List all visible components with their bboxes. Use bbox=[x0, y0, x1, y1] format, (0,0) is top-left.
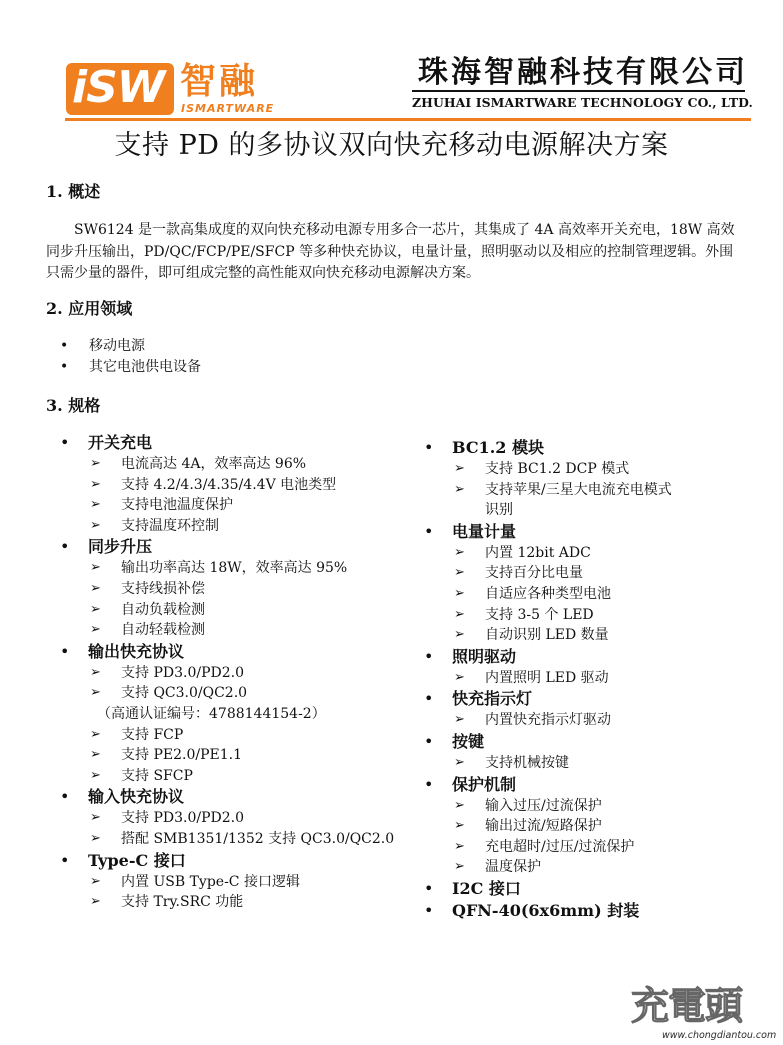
arrow-bullet-icon: ➢ bbox=[454, 461, 465, 476]
bullet-icon: • bbox=[424, 731, 434, 751]
bullet-icon: • bbox=[424, 900, 434, 920]
certification-note: （高通认证编号：4788144154-2） bbox=[97, 705, 326, 722]
spec-group-protection: • 保护机制 ➢ 输入过压/过流保护 ➢ 输出过流/短路保护 ➢ 充电超时/过压/过流保护 ➢ 温度保护 bbox=[424, 774, 672, 878]
arrow-bullet-icon: ➢ bbox=[90, 894, 101, 910]
arrow-bullet-icon: ➢ bbox=[90, 476, 101, 492]
bullet-icon: • bbox=[424, 878, 434, 898]
spec-title: QFN-40(6x6mm) 封装 bbox=[452, 900, 640, 920]
bullet-icon: • bbox=[424, 774, 434, 794]
arrow-bullet-icon: ➢ bbox=[90, 560, 101, 576]
spec-title: 输入快充协议 bbox=[88, 787, 185, 807]
specs-right-column bbox=[424, 437, 672, 922]
overview-heading: 1. 概述 bbox=[46, 182, 101, 201]
spec-group-lighting: • 照明驱动 ➢ 内置照明 LED 驱动 bbox=[424, 646, 672, 689]
spec-title: 开关充电 bbox=[88, 433, 153, 452]
spec-title: 同步升压 bbox=[88, 537, 153, 557]
spec-group-i2c bbox=[424, 878, 672, 900]
spec-group-bc12: • BC1.2 模块 ➢ 支持 BC1.2 DCP 模式 ➢ 支持苹果/三星大电流充电模式 识别 bbox=[424, 437, 672, 521]
bullet-icon: • bbox=[424, 646, 434, 666]
arrow-bullet-icon: ➢ bbox=[454, 585, 465, 601]
spec-title: 照明驱动 bbox=[452, 646, 517, 666]
bullet-icon: • bbox=[60, 641, 70, 661]
arrow-bullet-icon: ➢ bbox=[90, 873, 101, 889]
arrow-bullet-icon: ➢ bbox=[90, 601, 101, 617]
arrow-bullet-icon: ➢ bbox=[454, 818, 465, 834]
arrow-bullet-icon: ➢ bbox=[90, 517, 101, 533]
bullet-icon: • bbox=[60, 787, 70, 807]
spec-group-output-protocols: • 输出快充协议 ➢ 支持 PD3.0/PD2.0 ➢ 支持 QC3.0/QC2.0 （高通认证编号：4788144154-2） ➢ 支持 FCP ➢ 支持 PE2.0/PE1.1 ➢ 支持 SFCP bbox=[60, 641, 394, 787]
bullet-icon: • bbox=[60, 338, 69, 354]
spec-group-button: • 按键 ➢ 支持机械按键 bbox=[424, 731, 672, 774]
continuation-line: 识别 bbox=[485, 502, 513, 519]
specs-heading: 3. 规格 bbox=[46, 396, 101, 415]
arrow-bullet-icon: ➢ bbox=[454, 565, 465, 581]
bullet-icon: • bbox=[424, 521, 434, 541]
application-item: • 移动电源 bbox=[60, 338, 145, 354]
spec-group-indicator: • 快充指示灯 ➢ 内置快充指示灯驱动 bbox=[424, 688, 672, 731]
company-name-en: ZHUHAI ISMARTWARE TECHNOLOGY CO., LTD. bbox=[412, 95, 753, 110]
arrow-bullet-icon: ➢ bbox=[90, 767, 101, 783]
arrow-bullet-icon: ➢ bbox=[454, 712, 465, 728]
arrow-bullet-icon: ➢ bbox=[454, 797, 465, 813]
spec-title: Type-C 接口 bbox=[88, 850, 186, 870]
arrow-bullet-icon: ➢ bbox=[454, 754, 465, 770]
company-underline bbox=[412, 90, 745, 92]
spec-group-input-protocols: • 输入快充协议 ➢ 支持 PD3.0/PD2.0 ➢ 搭配 SMB1351/1352 支持 QC3.0/QC2.0 bbox=[60, 786, 394, 849]
arrow-bullet-icon: ➢ bbox=[454, 838, 465, 854]
arrow-bullet-icon: ➢ bbox=[90, 685, 101, 701]
spec-title: 按键 bbox=[452, 731, 485, 751]
spec-title: 电量计量 bbox=[452, 521, 517, 541]
arrow-bullet-icon: ➢ bbox=[454, 627, 465, 643]
bullet-icon: • bbox=[424, 438, 434, 457]
arrow-bullet-icon: ➢ bbox=[90, 810, 101, 826]
arrow-bullet-icon: ➢ bbox=[90, 580, 101, 596]
arrow-bullet-icon: ➢ bbox=[90, 747, 101, 763]
logo-english: ISMARTWARE bbox=[181, 102, 275, 115]
logo-chinese: 智融 bbox=[180, 61, 259, 102]
spec-title: 快充指示灯 bbox=[452, 689, 533, 709]
arrow-bullet-icon: ➢ bbox=[90, 456, 101, 471]
watermark-url: www.chongdiantou.com bbox=[662, 1030, 777, 1041]
arrow-bullet-icon: ➢ bbox=[454, 544, 465, 560]
specs-left-column bbox=[60, 432, 394, 913]
bullet-icon: • bbox=[60, 537, 70, 557]
arrow-bullet-icon: ➢ bbox=[454, 606, 465, 622]
arrow-bullet-icon: ➢ bbox=[454, 859, 465, 875]
spec-group-fuel-gauge: • 电量计量 ➢ 内置 12bit ADC ➢ 支持百分比电量 ➢ 自适应各种类型电池 ➢ 支持 3-5 个 LED ➢ 自动识别 LED 数量 bbox=[424, 521, 672, 646]
arrow-bullet-icon: ➢ bbox=[90, 664, 101, 680]
spec-group-charging: • 开关充电 ➢ 电流高达 4A，效率高达 96% ➢ 支持 4.2/4.3/4.35/4.4V 电池类型 ➢ 支持电池温度保护 ➢ 支持温度环控制 bbox=[60, 432, 394, 536]
watermark-logo: 充電頭 bbox=[631, 984, 743, 1028]
spec-title: 保护机制 bbox=[452, 774, 517, 794]
header-divider bbox=[65, 118, 751, 121]
arrow-bullet-icon: ➢ bbox=[90, 497, 101, 513]
overview-paragraph bbox=[46, 220, 736, 285]
arrow-bullet-icon: ➢ bbox=[454, 481, 465, 497]
company-name-cn: 珠海智融科技有限公司 bbox=[418, 55, 748, 90]
bullet-icon: • bbox=[424, 689, 434, 709]
bullet-icon: • bbox=[60, 850, 70, 870]
spec-title: I2C 接口 bbox=[452, 878, 521, 898]
application-item: • 其它电池供电设备 bbox=[60, 359, 201, 375]
arrow-bullet-icon: ➢ bbox=[90, 830, 101, 846]
arrow-bullet-icon: ➢ bbox=[90, 622, 101, 638]
arrow-bullet-icon: ➢ bbox=[454, 669, 465, 685]
arrow-bullet-icon: ➢ bbox=[90, 726, 101, 742]
document-title: 支持 PD 的多协议双向快充移动电源解决方案 bbox=[114, 130, 669, 161]
logo-mark: iSW bbox=[72, 62, 165, 113]
spec-group-package bbox=[424, 900, 672, 922]
overview-text: SW6124 是一款高集成度的双向快充移动电源专用多合一芯片，其集成了 4A 高效率开关充电，18W 高效同步升压输出，PD/QC/FCP/PE/SFCP 等多种快充协议，电量计量，照明驱动以及相应的控制管理逻辑。外围只需少量的器件，即可组成完整的高性能双向快充移动电源解决方案。 bbox=[46, 222, 735, 281]
spec-group-typec: • Type-C 接口 ➢ 内置 USB Type-C 接口逻辑 ➢ 支持 Try.SRC 功能 bbox=[60, 850, 394, 913]
spec-group-boost: • 同步升压 ➢ 输出功率高达 18W，效率高达 95% ➢ 支持线损补偿 ➢ 自动负载检测 ➢ 自动轻载检测 bbox=[60, 536, 394, 640]
spec-title: BC1.2 模块 bbox=[452, 438, 544, 457]
bullet-icon: • bbox=[60, 433, 70, 452]
applications-heading: 2. 应用领域 bbox=[46, 299, 133, 318]
bullet-icon: • bbox=[60, 359, 69, 375]
spec-title: 输出快充协议 bbox=[88, 641, 185, 661]
